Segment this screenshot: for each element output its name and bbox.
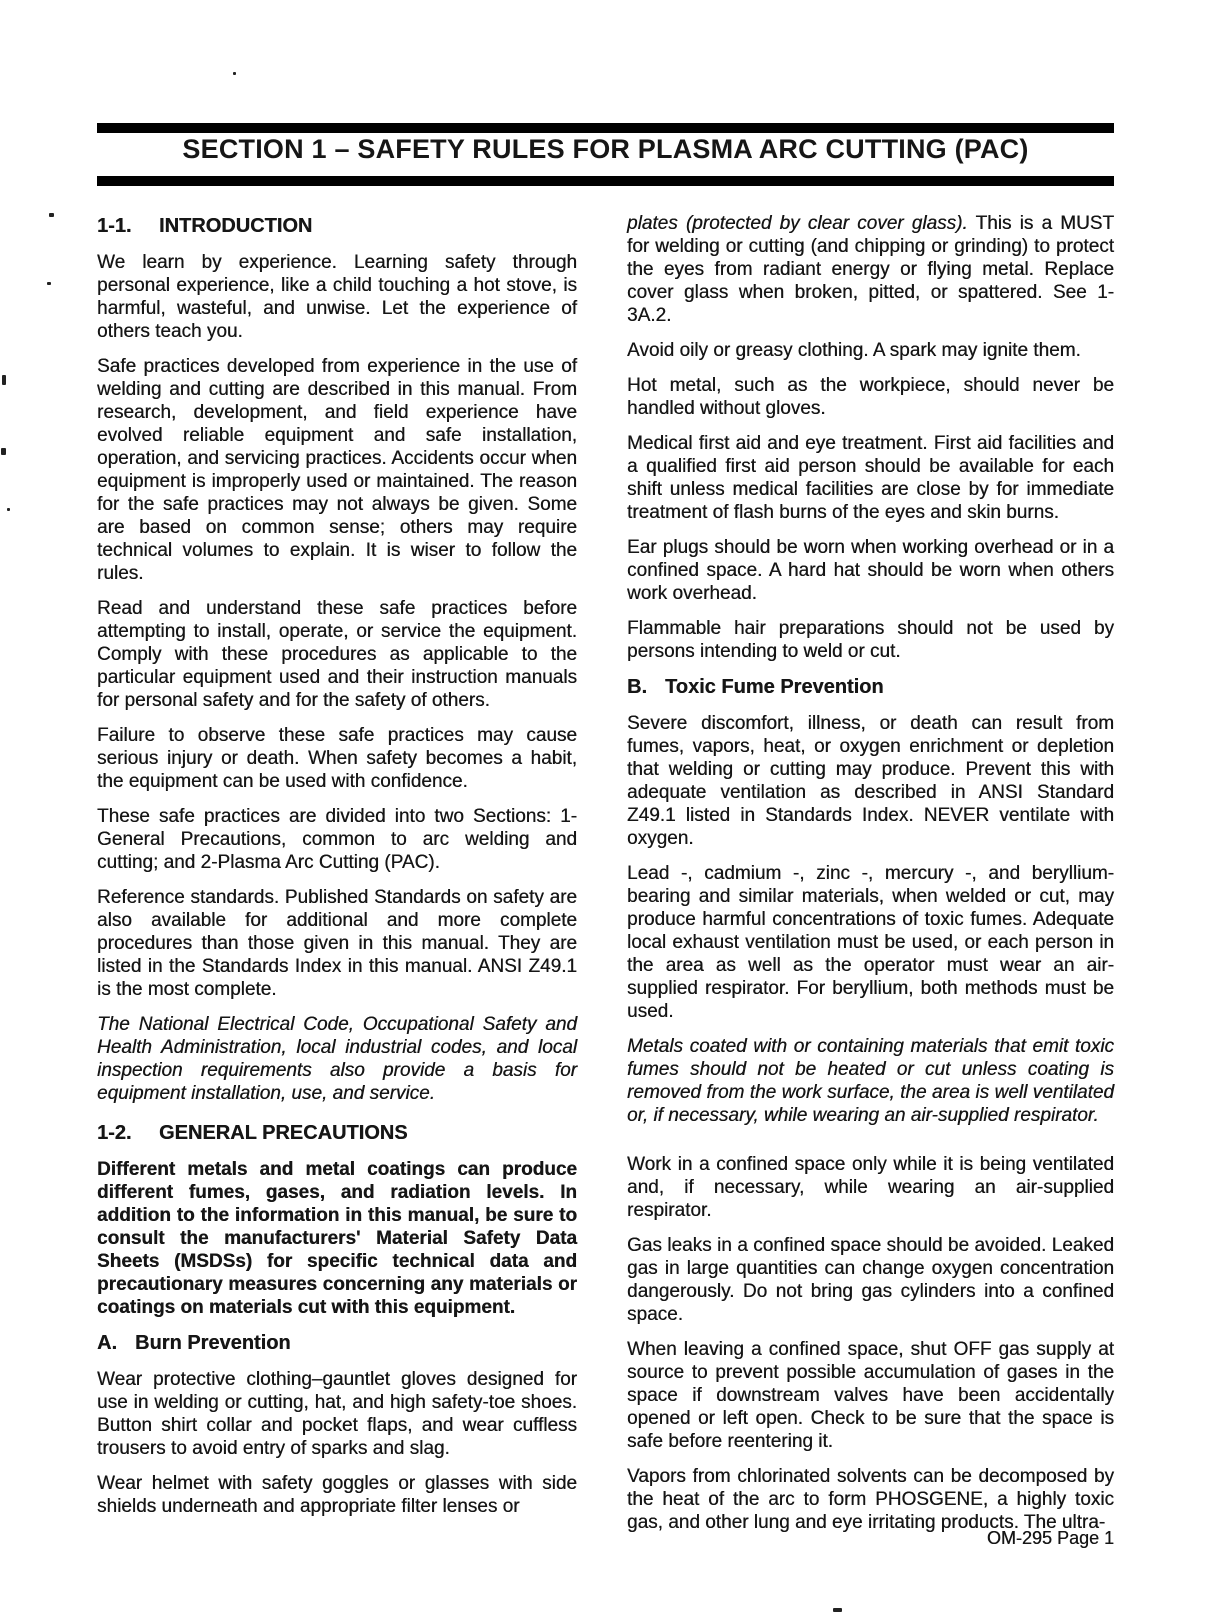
- paragraph: Wear helmet with safety goggles or glasses with side shields underneath and appropriate filter lenses or: [97, 1473, 577, 1517]
- paragraph: Different metals and metal coatings can produce different fumes, gases, and radiation levels. In addition to the information in this manual, be sure to consult the manufacturers' Material Safety Data Sheets (MSDSs) for specific technical data and precautionary measures concerning any materials or coatings on materials cut with this equipment.: [97, 1159, 577, 1318]
- paragraph: Work in a confined space only while it is being ventilated and, if necessary, while wearing an air-supplied respirator.: [627, 1154, 1114, 1221]
- paragraph: When leaving a confined space, shut OFF gas supply at source to prevent possible accumulation of gases in the space if downstream valves have been accidentally opened or left open. Check to be sure that the space is safe before reentering it.: [627, 1339, 1114, 1452]
- heading-number: B.: [627, 676, 647, 698]
- paragraph: Failure to observe these safe practices may cause serious injury or death. When safety becomes a habit, the equipment can be used with confidence.: [97, 725, 577, 792]
- paragraph: plates (protected by clear cover glass). This is a MUST for welding or cutting (and chipping or grinding) to protect the eyes from radiant energy or flying metal. Replace cover glass when broken, pitted, or spattered. See 1-3A.2.: [627, 213, 1115, 326]
- heading-number: 1-2.: [97, 1122, 132, 1144]
- paragraph: Read and understand these safe practices before attempting to install, operate, or service the equipment. Comply with these procedures as applicable to the particular equipment used and their instruction manuals for personal safety and for the safety of others.: [97, 598, 577, 711]
- scan-speck: [47, 282, 51, 285]
- scan-speck: [233, 72, 236, 75]
- section-heading: [97, 214, 577, 238]
- column-left: [97, 212, 577, 1530]
- column-right: [627, 212, 1114, 1546]
- paragraph: Reference standards. Published Standards on safety are also available for additional and more complete procedures than those given in this manual. They are listed in the Standards Index in this manual. ANSI Z49.1 is the most complete.: [97, 887, 577, 1000]
- heading-number: A.: [97, 1332, 117, 1354]
- paragraph: Metals coated with or containing materials that emit toxic fumes should not be heated or cut unless coating is removed from the work surface, the area is well ventilated or, if necessary, while wearing an air-supplied respirator.: [627, 1036, 1114, 1126]
- paragraph: Wear protective clothing–gauntlet gloves designed for use in welding or cutting, hat, and high safety-toe shoes. Button shirt collar and pocket flaps, and wear cuffless trousers to avoid entry of sparks and slag.: [97, 1369, 577, 1459]
- content-columns: [97, 212, 1117, 1546]
- header-rule-bottom: [97, 176, 1114, 186]
- paragraph: Severe discomfort, illness, or death can result from fumes, vapors, heat, or oxygen enrichment or depletion that welding or cutting may produce. Prevent this with adequate ventilation as described in ANSI Standard Z49.1 listed in Standards Index. NEVER ventilate with oxygen.: [627, 713, 1114, 849]
- heading-label: GENERAL PRECAUTIONS: [159, 1122, 408, 1144]
- paragraph: Lead -, cadmium -, zinc -, mercury -, and beryllium-bearing and similar materials, when welded or cut, may produce harmful concentrations of toxic fumes. Adequate local exhaust ventilation must be used, or each person in the area as well as the operator must wear an air-supplied respirator. For beryllium, both methods must be used.: [627, 863, 1114, 1022]
- scan-speck: [833, 1608, 842, 1612]
- subsection-heading: [627, 675, 1114, 699]
- paragraph: Gas leaks in a confined space should be avoided. Leaked gas in large quantities can change oxygen concentration dangerously. Do not bring gas cylinders into a confined space.: [627, 1235, 1114, 1325]
- paragraph: Ear plugs should be worn when working overhead or in a confined space. A hard hat should be worn when others work overhead.: [627, 537, 1114, 604]
- header-rule-top: [97, 123, 1114, 133]
- heading-label: INTRODUCTION: [159, 215, 313, 237]
- page-footer: OM-295 Page 1: [986, 1528, 1114, 1548]
- heading-label: Toxic Fume Prevention: [665, 676, 884, 698]
- scan-speck: [7, 508, 10, 511]
- heading-label: Burn Prevention: [135, 1332, 291, 1354]
- paragraph: Hot metal, such as the workpiece, should never be handled without gloves.: [627, 375, 1114, 419]
- paragraph: Medical first aid and eye treatment. First aid facilities and a qualified first aid person should be available for each shift unless medical facilities are close by for immediate treatment of flash burns of the eyes and skin burns.: [627, 433, 1114, 523]
- page-title: SECTION 1 – SAFETY RULES FOR PLASMA ARC CUTTING (PAC): [182, 134, 1029, 164]
- subsection-heading: [97, 1331, 577, 1355]
- scan-speck: [1, 448, 6, 455]
- paragraph: Safe practices developed from experience in the use of welding and cutting are described in this manual. From research, development, and field experience have evolved reliable equipment and safe installation, operation, and servicing practices. Accidents occur when equipment is improperly used or maintained. The reason for the safe practices may not always be given. Some are based on common sense; others may require technical volumes to explain. It is wiser to follow the rules.: [97, 356, 577, 584]
- paragraph: The National Electrical Code, Occupational Safety and Health Administration, local industrial codes, and local inspection requirements also provide a basis for equipment installation, use, and service.: [97, 1014, 577, 1104]
- paragraph: These safe practices are divided into two Sections: 1-General Precautions, common to arc welding and cutting; and 2-Plasma Arc Cutting (PAC).: [97, 806, 577, 873]
- scan-speck: [49, 213, 54, 217]
- paragraph: Flammable hair preparations should not be used by persons intending to weld or cut.: [627, 618, 1114, 662]
- paragraph: Vapors from chlorinated solvents can be decomposed by the heat of the arc to form PHOSGENE, a highly toxic gas, and other lung and eye irritating products. The ultra-: [627, 1466, 1114, 1533]
- scan-speck: [2, 375, 6, 385]
- paragraph: Avoid oily or greasy clothing. A spark may ignite them.: [627, 340, 1081, 361]
- paragraph: We learn by experience. Learning safety through personal experience, like a child touching a hot stove, is harmful, wasteful, and unwise. Let the experience of others teach you.: [97, 252, 577, 342]
- italic-lead: plates (protected by clear cover glass).: [627, 213, 968, 234]
- heading-number: 1-1.: [97, 215, 132, 237]
- section-heading: [97, 1121, 577, 1145]
